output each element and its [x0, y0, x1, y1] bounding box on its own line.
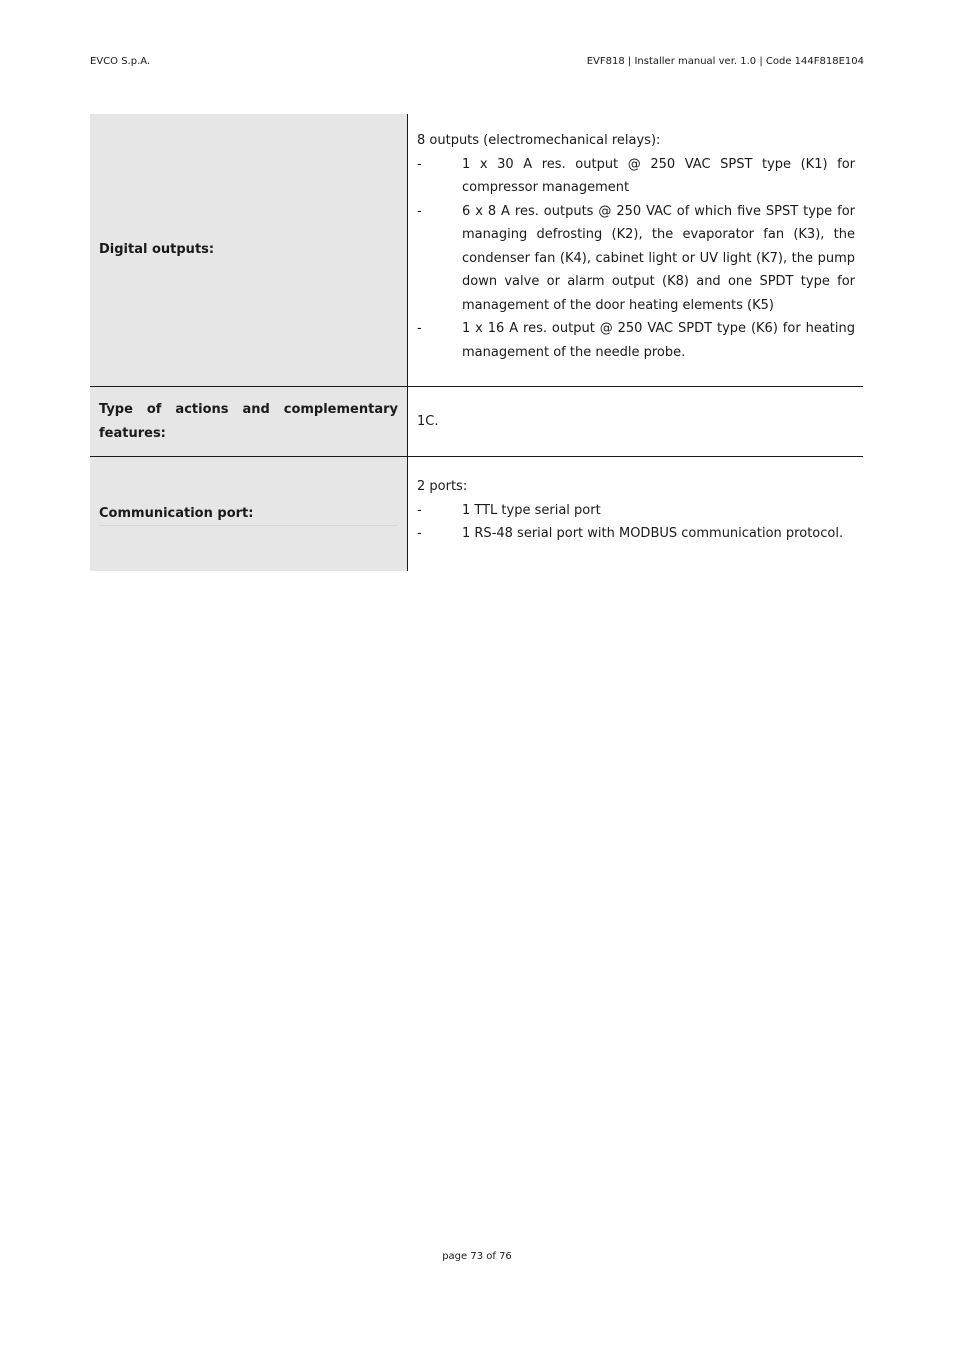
list-bullet-dash: - — [417, 156, 422, 172]
row-label: Type of actions and complementary features: — [99, 402, 398, 441]
table-row-actions-features — [90, 387, 863, 457]
list-item — [417, 499, 855, 523]
row-label-cell — [90, 114, 408, 386]
header-company: EVCO S.p.A. — [90, 56, 151, 67]
list-item — [417, 153, 855, 200]
table-row-communication-port — [90, 457, 863, 571]
row-label: Communication port: — [99, 506, 254, 522]
list-bullet-dash: - — [417, 526, 422, 541]
list-item — [417, 317, 855, 364]
list-item-text: 1 RS-48 serial port with MODBUS communication protocol. — [462, 526, 844, 541]
spec-table — [90, 114, 863, 571]
table-row-digital-outputs — [90, 114, 863, 387]
header-doc-info: EVF818 | Installer manual ver. 1.0 | Code 144F818E104 — [586, 56, 864, 67]
list-item — [417, 522, 855, 546]
list-item-text: 6 x 8 A res. outputs @ 250 VAC of which five SPST type for managing defrosting (K2), the evaporator fan (K3), the condenser fan (K4), cabinet light or UV light (K7), the pump down valve or alarm output (K8) and one SPDT type for management of the door heating elements (K5) — [462, 203, 855, 313]
row-intro: 2 ports: — [417, 479, 468, 494]
row-label: Digital outputs: — [99, 242, 215, 258]
list-item-text: 1 x 16 A res. output @ 250 VAC SPDT type (K6) for heating management of the needle probe. — [462, 321, 855, 360]
cell-divider — [99, 525, 398, 526]
list-bullet-dash: - — [417, 203, 422, 219]
row-value: 1C. — [417, 413, 439, 429]
row-label-cell — [90, 457, 408, 571]
list-item-text: 1 TTL type serial port — [462, 502, 601, 518]
row-intro: 8 outputs (electromechanical relays): — [417, 133, 661, 148]
list-item-text: 1 x 30 A res. output @ 250 VAC SPST type (K1) for compressor management — [462, 156, 855, 195]
list-item — [417, 200, 855, 318]
row-value-cell — [408, 387, 863, 456]
list-bullet-dash: - — [417, 321, 422, 336]
row-label-cell — [90, 387, 408, 456]
list-bullet-dash: - — [417, 502, 422, 518]
page-number: page 73 of 76 — [442, 1251, 512, 1262]
row-value-cell — [408, 114, 863, 386]
row-value-cell — [408, 457, 863, 571]
